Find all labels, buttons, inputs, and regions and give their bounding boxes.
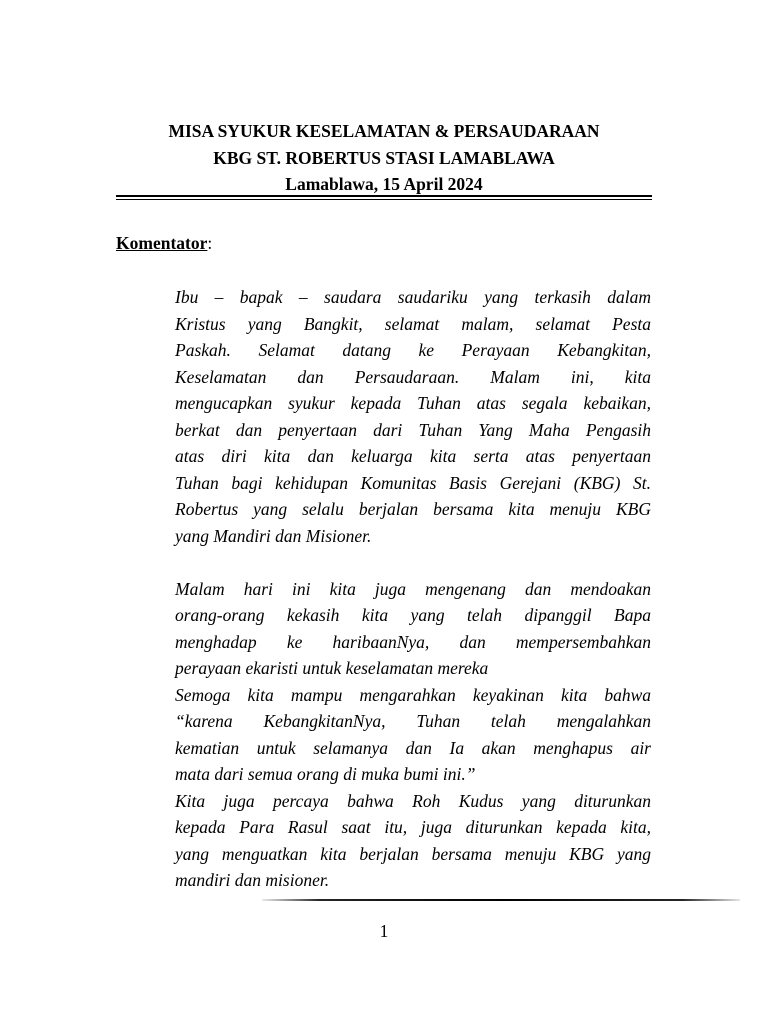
text-line: mandiri dan misioner. — [175, 870, 330, 890]
text-line: Robertus yang selalu berjalan bersama kita menuju KBG — [175, 499, 651, 519]
speaker-name: Komentator — [116, 233, 208, 253]
text-line: orang-orang kekasih kita yang telah dipanggil Bapa — [175, 605, 651, 625]
speaker-label — [116, 231, 212, 255]
footer-rule — [262, 899, 740, 901]
text-line: Ibu – bapak – saudara saudariku yang terkasih dalam — [175, 287, 651, 307]
text-line: atas diri kita dan keluarga kita serta atas penyertaan — [175, 446, 651, 466]
text-line: Paskah. Selamat datang ke Perayaan Kebangkitan, — [175, 340, 651, 360]
text-line: Tuhan bagi kehidupan Komunitas Basis Gerejani (KBG) St. — [175, 472, 651, 493]
page-number: 1 — [379, 921, 389, 941]
text-line: perayaan ekaristi untuk keselamatan mereka — [175, 658, 489, 678]
document-title-line-1: MISA SYUKUR KESELAMATAN & PERSAUDARAAN — [168, 121, 600, 141]
document-header — [116, 118, 652, 198]
text-line: yang Mandiri dan Misioner. — [175, 525, 372, 546]
document-title-line-2: KBG ST. ROBERTUS STASI LAMABLAWA — [213, 147, 555, 168]
text-line: mengucapkan syukur kepada Tuhan atas segala kebaikan, — [175, 393, 651, 413]
text-line: Malam hari ini kita juga mengenang dan mendoakan — [175, 578, 651, 599]
paragraph-1 — [175, 284, 651, 549]
text-line: kepada Para Rasul saat itu, juga diturunkan kepada kita, — [175, 817, 651, 837]
speaker-colon: : — [207, 233, 213, 253]
header-double-rule-bottom — [116, 199, 652, 200]
paragraph-2 — [175, 576, 651, 894]
text-line: berkat dan penyertaan dari Tuhan Yang Maha Pengasih — [175, 419, 651, 440]
commentator-text — [175, 284, 651, 894]
text-line: Semoga kita mampu mengarahkan keyakinan kita bahwa — [175, 684, 651, 705]
text-line: yang menguatkan kita berjalan bersama menuju KBG yang — [175, 843, 651, 864]
text-line: Keselamatan dan Persaudaraan. Malam ini, kita — [175, 366, 651, 387]
text-line: kematian untuk selamanya dan Ia akan menghapus air — [175, 737, 651, 758]
text-line: “karena KebangkitanNya, Tuhan telah mengalahkan — [175, 711, 651, 731]
paragraph-spacer — [175, 549, 651, 576]
text-line: Kristus yang Bangkit, selamat malam, selamat Pesta — [175, 313, 651, 334]
text-line: menghadap ke haribaanNya, dan mempersembahkan — [175, 631, 651, 652]
header-double-rule-top — [116, 195, 652, 197]
document-date-line: Lamablawa, 15 April 2024 — [285, 174, 483, 194]
text-line: mata dari semua orang di muka bumi ini.” — [175, 764, 476, 784]
text-line: Kita juga percaya bahwa Roh Kudus yang diturunkan — [175, 790, 651, 811]
